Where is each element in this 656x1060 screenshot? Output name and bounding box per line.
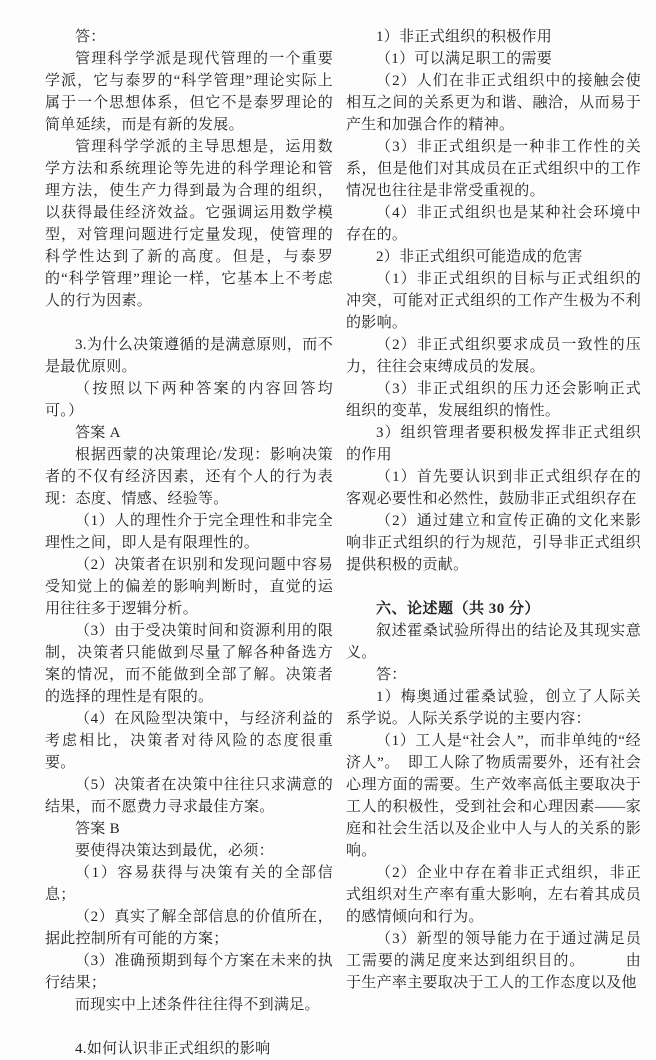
- paragraph: 管理科学学派的主导思想是，运用数学方法和系统理论等先进的科学理论和管理方法，使生产力得到最为合理的组织，以获得最佳经济效益。它强调运用数学模型，对管理问题进行定量发现，使管理的科学性达到了新的高度。但是，与泰罗的“科学管理”理论一样，它基本上不考虑人的行为因素。: [45, 139, 333, 309]
- text-column-left: [45, 26, 333, 1057]
- paragraph: （2）非正式组织要求成员一致性的压力，往往会束缚成员的发展。: [346, 337, 641, 375]
- paragraph: （2）真实了解全部信息的价值所在，据此控制所有可能的方案；: [45, 909, 333, 947]
- paragraph: 2）非正式组织可能造成的危害: [376, 249, 583, 265]
- paragraph: （1）工人是“社会人”，而非单纯的“经济人”。 即工人除了物质需要外，还有社会心理方面的需要。生产效率高低主要取决于工人的积极性，受到社会和心理因素——家庭和社会生活以及企业中人与人的关系的影响。: [346, 733, 641, 859]
- paragraph: 1）梅奥通过霍桑试验，创立了人际关系学说。人际关系学说的主要内容：: [346, 689, 641, 727]
- paragraph: （按照以下两种答案的内容回答均可。）: [45, 381, 333, 419]
- paragraph: （1）首先要认识到非正式组织存在的客观必要性和必然性，鼓励非正式组织存在: [346, 469, 641, 507]
- paragraph: （1）容易获得与决策有关的全部信息；: [45, 865, 333, 903]
- paragraph: 3.为什么决策遵循的是满意原则，而不是最优原则。: [45, 337, 333, 375]
- paragraph: （1）人的理性介于完全理性和非完全理性之间，即人是有限理性的。: [45, 513, 333, 551]
- paragraph: 叙述霍桑试验所得出的结论及其现实意义。: [346, 623, 641, 661]
- paragraph-spacer: [45, 312, 333, 334]
- paragraph: （2）企业中存在着非正式组织，非正式组织对生产率有重大影响，左右着其成员的感情倾向和行为。: [346, 865, 641, 925]
- paragraph: （4）非正式组织也是某种社会环境中存在的。: [346, 205, 641, 243]
- section-heading: 六、论述题（共 30 分）: [376, 601, 541, 617]
- paragraph: （4）在风险型决策中，与经济利益的考虑相比，决策者对待风险的态度很重要。: [45, 711, 333, 771]
- paragraph: （5）决策者在决策中往往只求满意的结果，而不愿费力寻求最佳方案。: [45, 777, 333, 815]
- paragraph: （2）决策者在识别和发现问题中容易受知觉上的偏差的影响判断时，直觉的运用往往多于逻辑分析。: [45, 557, 333, 617]
- paragraph: （1）可以满足职工的需要: [376, 51, 553, 67]
- paragraph: 4.如何认识非正式组织的影响: [75, 1041, 271, 1057]
- paragraph: 3）组织管理者要积极发挥非正式组织的作用: [346, 425, 641, 463]
- paragraph: 管理科学学派是现代管理的一个重要学派，它与泰罗的“科学管理”理论实际上属于一个思想体系，但它不是泰罗理论的简单延续，而是有新的发展。: [45, 51, 333, 133]
- paragraph: （3）准确预期到每个方案在未来的执行结果；: [45, 953, 333, 991]
- paragraph: （2）通过建立和宣传正确的文化来影响非正式组织的行为规范，引导非正式组织提供积极的贡献。: [346, 513, 641, 573]
- paragraph: 答：: [376, 667, 407, 683]
- paragraph: 答：: [75, 29, 106, 45]
- paragraph: （3）由于受决策时间和资源利用的限制，决策者只能做到尽量了解各种备选方案的情况，而不能做到全部了解。决策者的选择的理性是有限的。: [45, 623, 333, 705]
- paragraph: （2）人们在非正式组织中的接触会使相互之间的关系更为和谐、融洽，从而易于产生和加强合作的精神。: [346, 73, 641, 133]
- paragraph: 根据西蒙的决策理论/发现：影响决策者的不仅有经济因素，还有个人的行为表现：态度、情感、经验等。: [45, 447, 333, 507]
- paragraph: （3）非正式组织的压力还会影响正式组织的变革，发展组织的惰性。: [346, 381, 641, 419]
- paragraph: 答案 B: [75, 821, 120, 837]
- paragraph: （1）非正式组织的目标与正式组织的冲突，可能对正式组织的工作产生极为不利的影响。: [346, 271, 641, 331]
- paragraph: 1）非正式组织的积极作用: [376, 29, 553, 45]
- paragraph-spacer: [45, 1016, 333, 1038]
- paragraph: （3）新型的领导能力在于通过满足员工需要的满足度来达到组织目的。 由于生产率主要取决于工人的工作态度以及他: [346, 931, 641, 991]
- text-column-right: [346, 26, 641, 1014]
- paragraph: （3）非正式组织是一种非工作性的关系，但是他们对其成员在正式组织中的工作情况也往往是非常受重视的。: [346, 139, 641, 199]
- paragraph: 而现实中上述条件往往得不到满足。: [75, 997, 320, 1013]
- paragraph: 要使得决策达到最优，必须：: [75, 843, 274, 859]
- paragraph: 答案 A: [75, 425, 121, 441]
- paragraph-spacer: [346, 576, 641, 598]
